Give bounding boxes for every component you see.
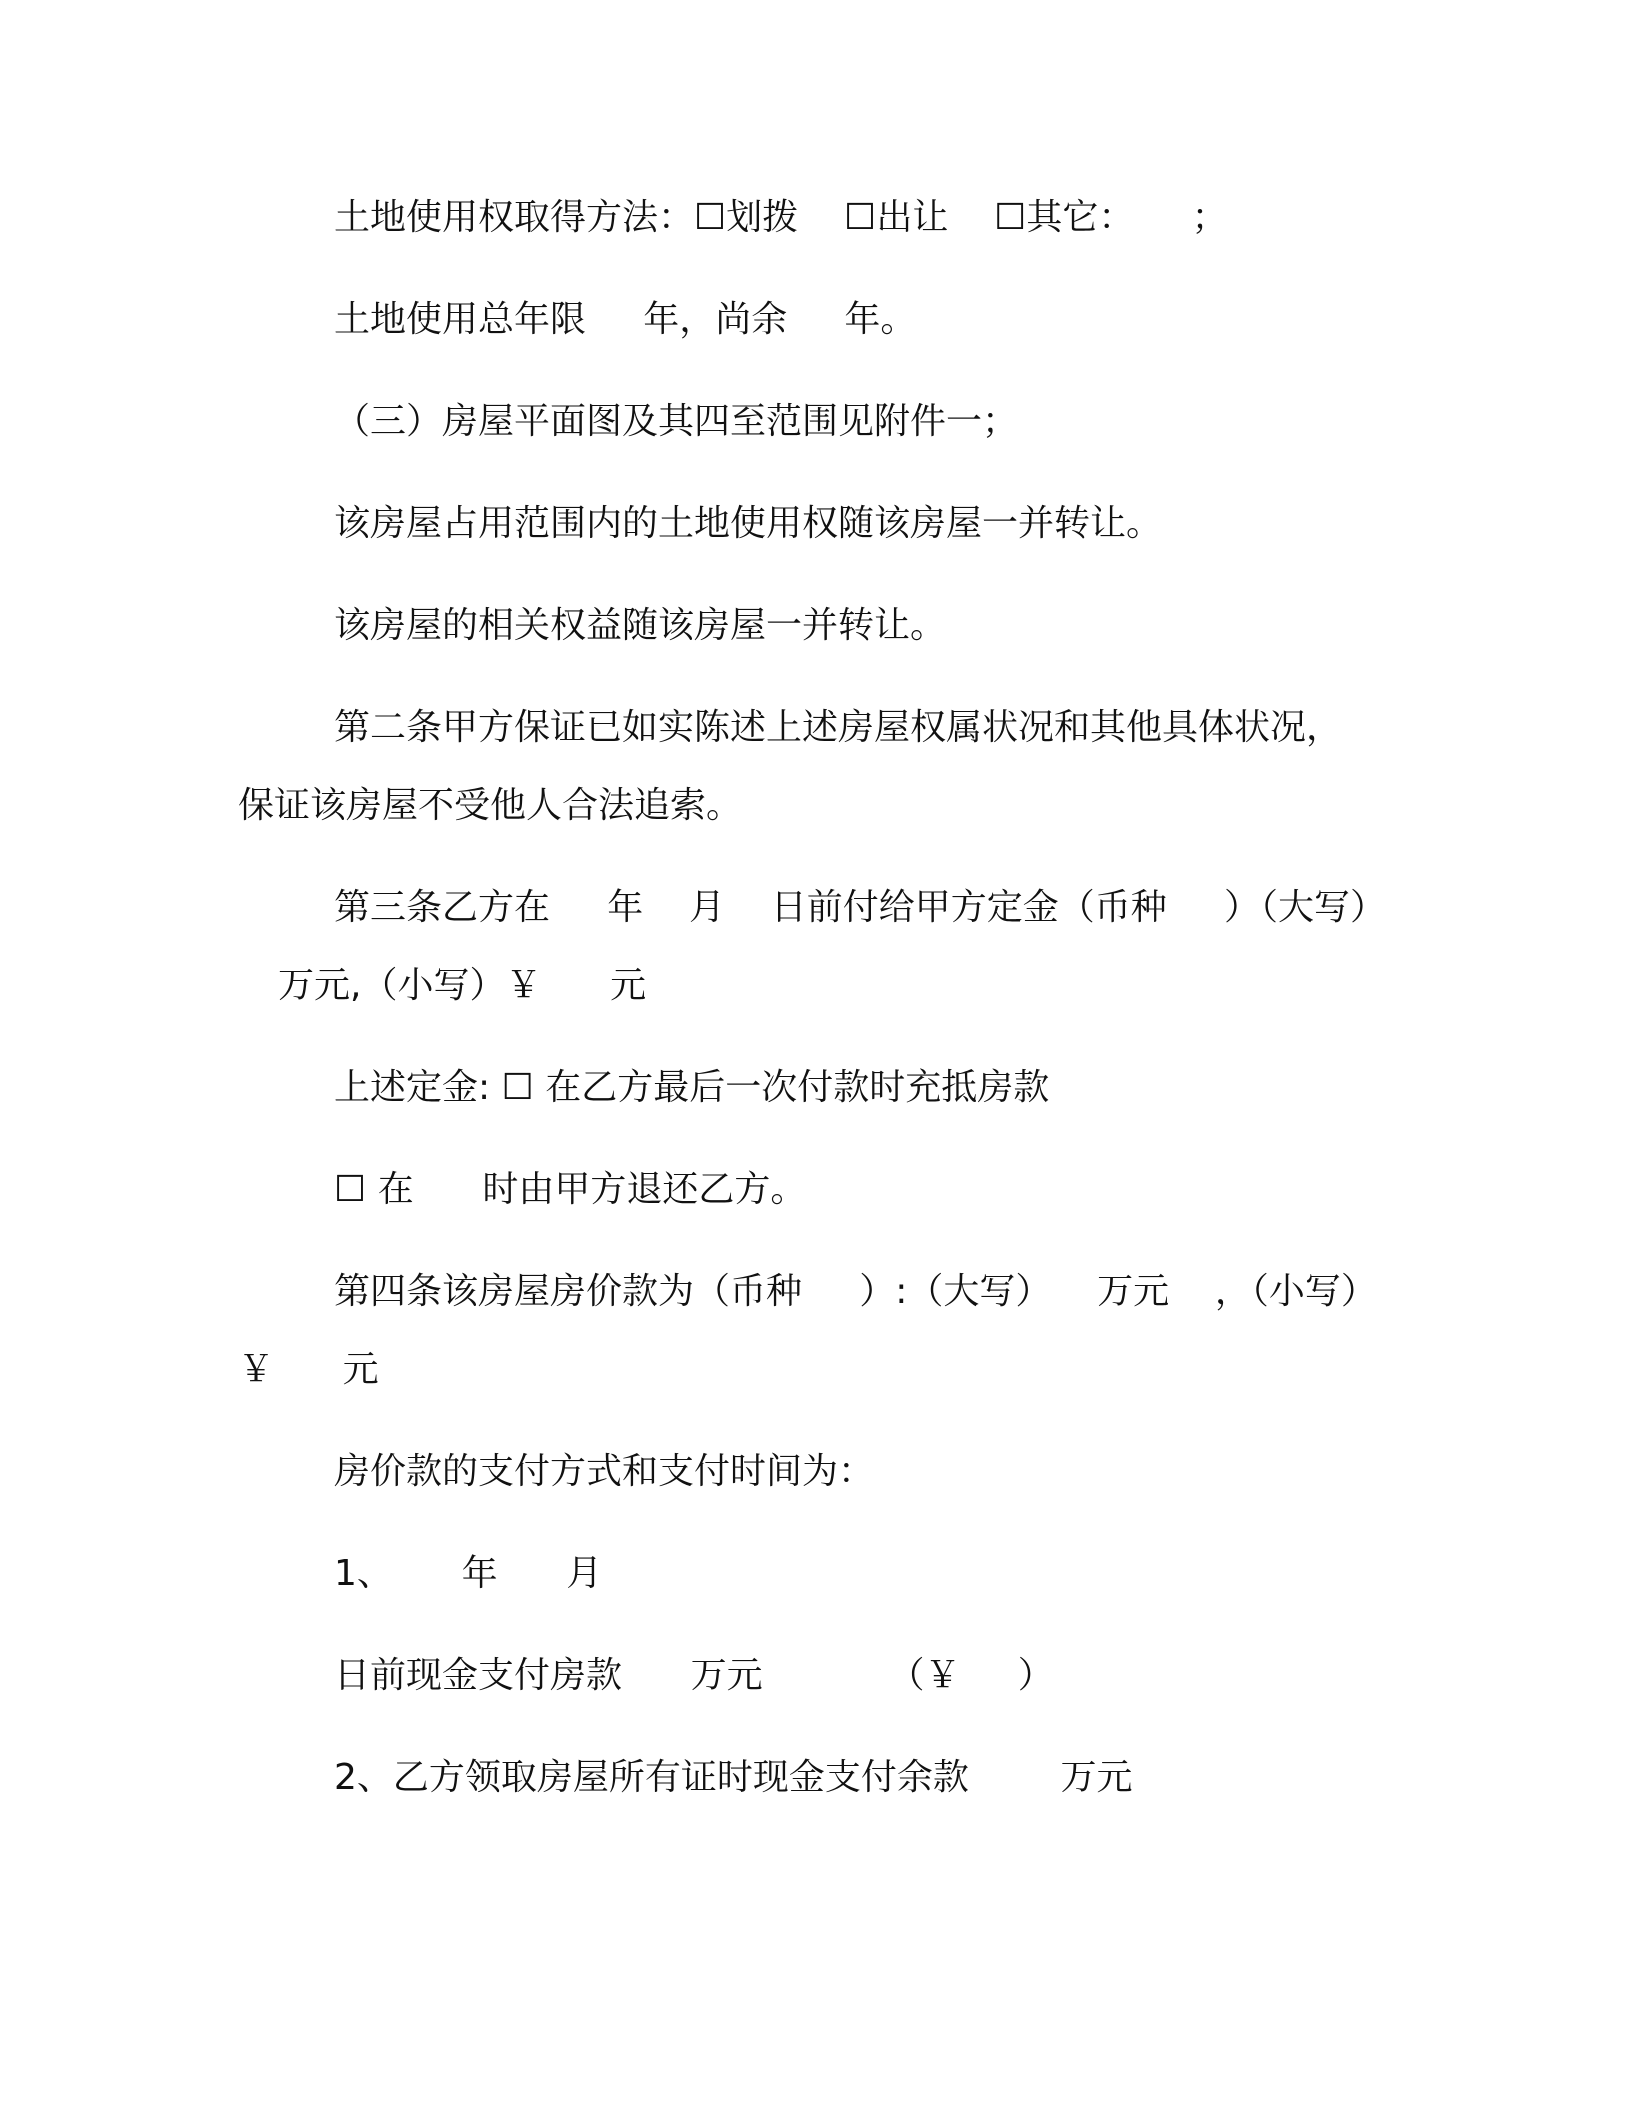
payment-item-2-line: 2、乙方领取房屋所有证时现金支付余款 万元 xyxy=(334,1757,1133,1798)
article-four-line-1: 第四条该房屋房价款为（币种 ）:（大写） 万元 ，（小写） xyxy=(334,1271,1377,1312)
land-use-transfer-line: 该房屋占用范围内的土地使用权随该房屋一并转让。 xyxy=(334,503,1163,544)
payment-item-1-date-line: 1、 年 月 xyxy=(334,1553,603,1594)
article-two-line-1: 第二条甲方保证已如实陈述上述房屋权属状况和其他具体状况， xyxy=(334,707,1343,748)
article-two-line-2: 保证该房屋不受他人合法追索。 xyxy=(238,785,743,826)
payment-item-1-amount-line: 日前现金支付房款 万元 （￥ ） xyxy=(334,1655,1054,1696)
land-use-right-method-line: 土地使用权取得方法：☐划拨 ☐出让 ☐其它： ； xyxy=(334,197,1228,238)
floor-plan-line: （三）房屋平面图及其四至范围见附件一； xyxy=(334,401,1019,442)
article-three-line-2: 万元,（小写）￥ 元 xyxy=(278,965,647,1006)
payment-method-line: 房价款的支付方式和支付时间为： xyxy=(334,1451,875,1492)
rights-transfer-line: 该房屋的相关权益随该房屋一并转让。 xyxy=(334,605,947,646)
deposit-option-2-line: ☐ 在 时由甲方退还乙方。 xyxy=(334,1169,807,1210)
article-four-line-2: ￥ 元 xyxy=(238,1349,379,1390)
article-three-line-1: 第三条乙方在 年 月 日前付给甲方定金（币种 ）（大写） xyxy=(334,887,1386,928)
deposit-option-1-line: 上述定金: ☐ 在乙方最后一次付款时充抵房款 xyxy=(334,1067,1050,1108)
land-use-term-line: 土地使用总年限 年，尚余 年。 xyxy=(334,299,917,340)
